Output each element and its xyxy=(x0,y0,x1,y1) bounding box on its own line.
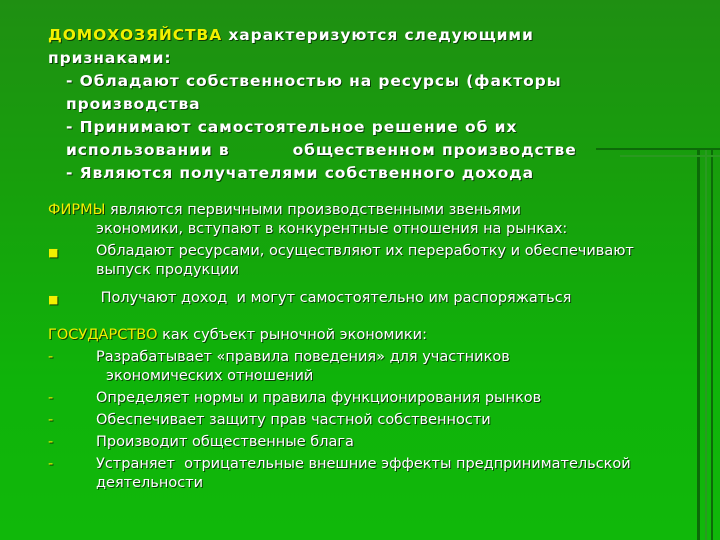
households-point: - Являются получателями собственного дохода xyxy=(66,164,534,182)
firms-intro-continued: экономики, вступают в конкурентные отношения на рынках: xyxy=(96,221,568,237)
state-section xyxy=(48,326,688,493)
state-title: ГОСУДАРСТВО xyxy=(48,327,158,343)
dash-bullet-icon: - xyxy=(48,434,54,450)
households-point: - Обладают собственностью на ресурсы (факторы производства xyxy=(66,72,562,113)
list-item xyxy=(48,348,688,367)
list-item xyxy=(48,242,688,280)
dash-bullet-icon: - xyxy=(48,349,54,365)
state-item-text: Разрабатывает «правила поведения» для участников xyxy=(96,349,510,365)
firms-section xyxy=(48,201,688,308)
decorative-vertical-line xyxy=(697,148,700,540)
households-intro: характеризуются следующими признаками: xyxy=(48,26,534,67)
state-item-text: Устраняет отрицательные внешние эффекты предпринимательской деятельности xyxy=(96,456,636,491)
square-bullet-icon: ■ xyxy=(48,293,59,306)
households-title: ДОМОХОЗЯЙСТВА xyxy=(48,26,223,44)
list-item xyxy=(48,389,688,408)
square-bullet-icon: ■ xyxy=(48,246,59,259)
dash-bullet-icon: - xyxy=(48,456,54,472)
state-item-text: Определяет нормы и правила функционирования рынков xyxy=(96,390,542,406)
firms-title: ФИРМЫ xyxy=(48,202,106,218)
firms-heading xyxy=(48,201,688,220)
list-item xyxy=(48,433,688,452)
state-intro: как субъект рыночной экономики: xyxy=(157,327,427,343)
households-point: - Принимают самостоятельное решение об их использовании в общественном производстве xyxy=(66,118,577,159)
list-item xyxy=(48,411,688,430)
firms-intro: являются первичными производственными звеньями xyxy=(105,202,521,218)
list-item xyxy=(48,455,688,493)
state-item-text: Обеспечивает защиту прав частной собственности xyxy=(96,412,491,428)
firms-item-text: Обладают ресурсами, осуществляют их переработку и обеспечивают выпуск продукции xyxy=(96,243,634,278)
decorative-vertical-line xyxy=(711,148,713,540)
firms-item-text: Получают доход и могут самостоятельно им распоряжаться xyxy=(96,290,572,306)
dash-bullet-icon: - xyxy=(48,390,54,406)
list-item xyxy=(48,289,688,308)
dash-bullet-icon: - xyxy=(48,412,54,428)
state-item-text: Производит общественные блага xyxy=(96,434,354,450)
households-section xyxy=(48,24,648,185)
households-heading xyxy=(48,24,648,70)
state-heading xyxy=(48,326,688,345)
decorative-vertical-line xyxy=(705,148,707,540)
state-item-continued: экономических отношений xyxy=(106,368,314,384)
